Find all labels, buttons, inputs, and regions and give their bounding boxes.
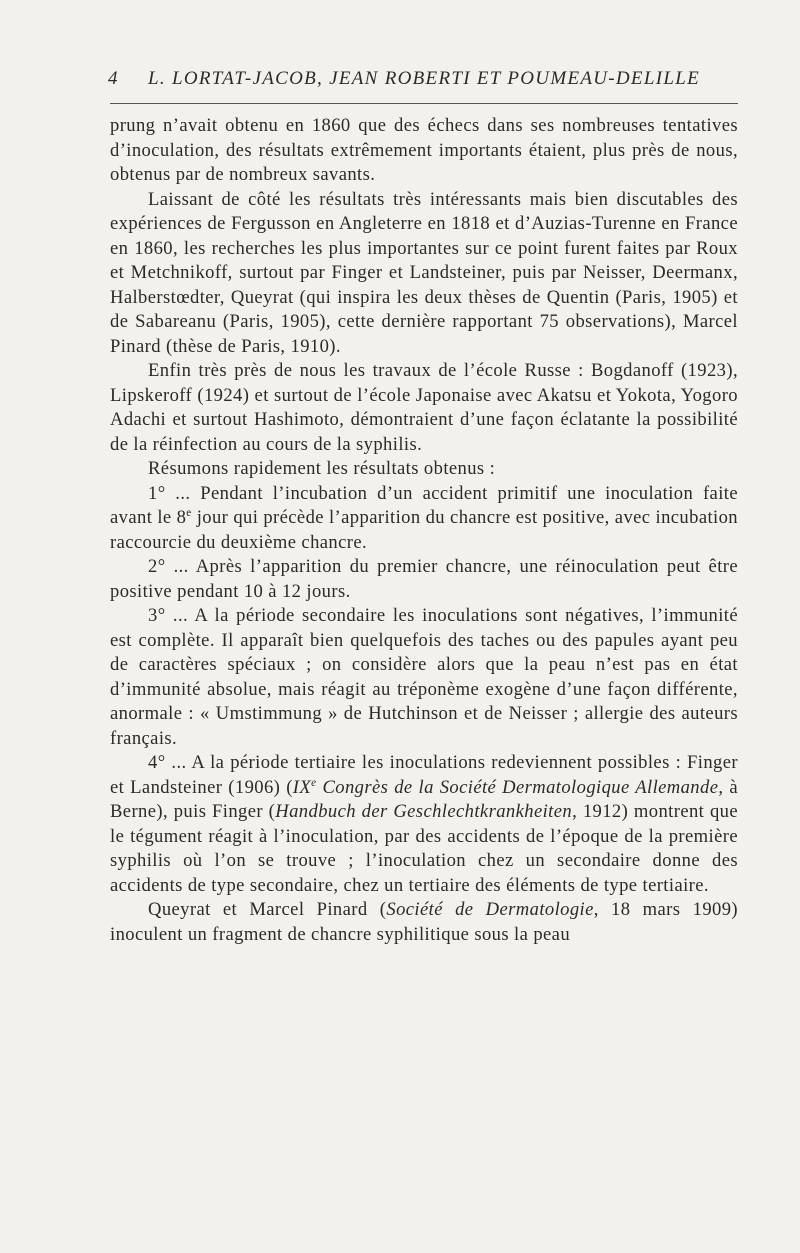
running-title: L. LORTAT-JACOB, JEAN ROBERTI ET POUMEAU-DELILLE — [148, 68, 700, 89]
italic-run: IX — [292, 776, 312, 798]
page-number: 4 — [108, 68, 119, 89]
text-run: 1° ... Pendant l’incubation d’un accident primitif une inoculation faite avant le 8 — [110, 482, 738, 528]
text-run: , 18 mars 1909) inoculent un fragment de chancre syphilitique sous la peau — [110, 899, 739, 945]
text-run: , à Berne), puis Finger ( — [110, 776, 739, 822]
text-run: Queyrat et Marcel Pinard ( — [148, 899, 387, 920]
running-header — [108, 64, 738, 94]
paragraph: 3° ... A la période secondaire les inoculations sont négatives, l’immunité est complète. Il apparaît bien quelquefois des taches ou des papules ayant peu de caractères spéciaux ; on considère alors que la peau n’est pas en état d’immunité absolue, mais réagit au tréponème exogène d’une façon différente, anormale : « Umstimmung » de Hutchinson et de Neisser ; allergie des auteurs français. — [110, 605, 738, 749]
italic-run: Handbuch der Geschlechtkrankheiten — [275, 801, 573, 822]
italic-run: e — [311, 776, 317, 789]
paragraph — [110, 482, 738, 556]
italic-run: Congrès de la Société Dermatologique Allemande — [316, 776, 719, 798]
paragraph: Enfin très près de nous les travaux de l’école Russe : Bogdanoff (1923), Lipskeroff (1924) et surtout de l’école Japonaise avec Akatsu et Yokota, Yogoro Adachi et surtout Hashimoto, démontraient d’une façon éclatante la possibilité de la réinfection au cours de la syphilis. — [110, 360, 738, 455]
paragraph — [110, 751, 738, 898]
text-run: jour qui précède l’apparition du chancre est positive, avec incubation raccourcie du deuxième chancre. — [110, 507, 738, 553]
paragraph: Résumons rapidement les résultats obtenus : — [148, 458, 496, 479]
text-run: , 1912) montrent que le tégument réagit à l’inoculation, par des accidents de l’époque de la première syphilis où l’on se trouve ; l’inoculation chez un secondaire donne des accidents de type secondaire, chez un tertiaire des éléments de type tertiaire. — [110, 801, 738, 896]
text-run: 4° ... A la période tertiaire les inoculations redeviennent possibles : Finger et Landsteiner (1906) ( — [110, 752, 738, 798]
paragraph: 2° ... Après l’apparition du premier chancre, une réinoculation peut être positive pendant 10 à 12 jours. — [110, 556, 738, 602]
paragraph — [110, 898, 738, 947]
superscript: e — [186, 506, 192, 519]
body-text — [110, 114, 738, 947]
header-rule — [110, 103, 738, 104]
paragraph: Laissant de côté les résultats très intéressants mais bien discutables des expériences de Fergusson en Angleterre en 1818 et d’Auzias-Turenne en France en 1860, les recherches les plus importantes sur ce point furent faites par Roux et Metchnikoff, surtout par Finger et Landsteiner, puis par Neisser, Deermanx, Halberstœdter, Queyrat (qui inspira les deux thèses de Quentin (Paris, 1905) et de Sabareanu (Paris, 1905), cette dernière rapportant 75 observations), Marcel Pinard (thèse de Paris, 1910). — [110, 188, 738, 357]
paragraph: prung n’avait obtenu en 1860 que des échecs dans ses nombreuses tentatives d’inoculation, des résultats extrêmement importants étaient, plus près de nous, obtenus par de nombreux savants. — [110, 115, 738, 185]
italic-run: Société de Dermatologie — [386, 899, 594, 920]
